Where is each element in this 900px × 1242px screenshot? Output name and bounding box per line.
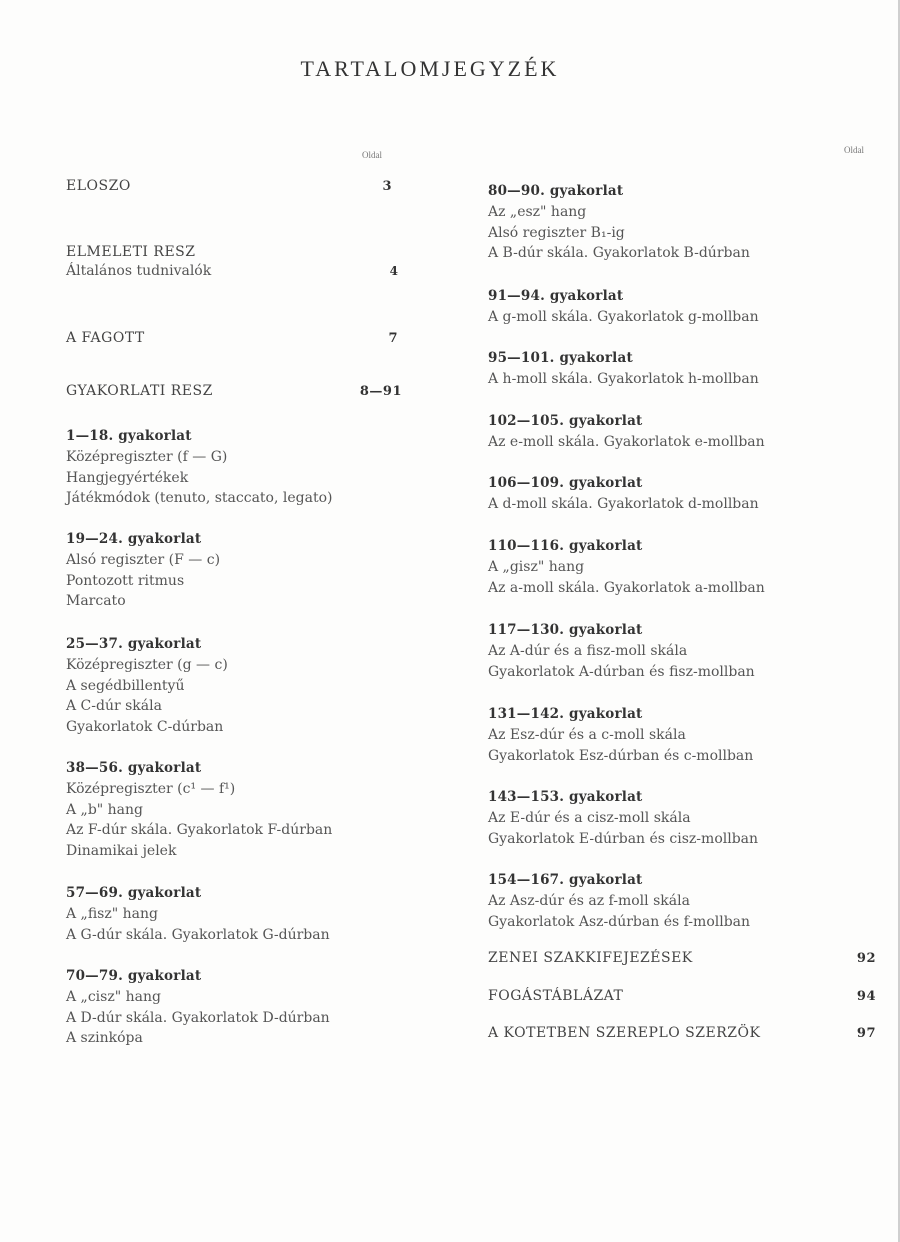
group-line: A segédbillentyű xyxy=(66,677,185,694)
group-line: Dinamikai jelek xyxy=(66,842,177,859)
group-heading: 102—105. gyakorlat xyxy=(488,413,643,429)
group-line: A „fisz" hang xyxy=(66,906,158,922)
group-heading: 106—109. gyakorlat xyxy=(488,475,643,491)
group-line: A „b" hang xyxy=(66,801,144,818)
group-heading: 110—116. gyakorlat xyxy=(488,538,643,554)
toc-entry-szerzok xyxy=(488,1025,876,1041)
group-line: Alsó regiszter (F — c) xyxy=(66,552,221,568)
toc-entry-label: Általános tudnivalók xyxy=(66,263,212,279)
page-title: TARTALOMJEGYZÉK xyxy=(300,56,560,81)
toc-group xyxy=(66,758,402,861)
toc-entry-altalanos xyxy=(66,263,402,279)
group-heading: 80—90. gyakorlat xyxy=(488,183,624,199)
group-line: A „gisz" hang xyxy=(488,559,585,575)
group-line: Gyakorlatok C-dúrban xyxy=(66,718,224,735)
toc-group xyxy=(488,181,876,264)
toc-entry-gyakorlati xyxy=(66,383,402,399)
toc-entry-label: ELMELETI RESZ xyxy=(66,244,196,260)
group-line: Az F-dúr skála. Gyakorlatok F-dúrban xyxy=(66,822,333,838)
toc-entry-page: 97 xyxy=(856,1026,876,1041)
toc-entry-eloszo xyxy=(66,178,402,194)
group-line: A G-dúr skála. Gyakorlatok G-dúrban xyxy=(66,926,330,943)
group-heading: 143—153. gyakorlat xyxy=(488,789,643,805)
toc-group xyxy=(488,473,876,515)
toc-entry-label: ELOSZO xyxy=(66,178,131,194)
group-line: Pontozott ritmus xyxy=(66,572,185,589)
group-heading: 19—24. gyakorlat xyxy=(66,531,202,547)
group-line: A szinkópa xyxy=(66,1030,143,1046)
group-line: Gyakorlatok Esz-dúrban és c-mollban xyxy=(488,747,754,764)
toc-group xyxy=(488,620,876,682)
toc-group xyxy=(66,529,402,612)
group-line: A g-moll skála. Gyakorlatok g-mollban xyxy=(488,309,759,325)
group-line: Hangjegyértékek xyxy=(66,469,189,486)
group-heading: 95—101. gyakorlat xyxy=(488,350,633,366)
toc-group xyxy=(488,348,876,390)
toc-group xyxy=(488,704,876,766)
group-line: Az A-dúr és a fisz-moll skála xyxy=(488,643,688,659)
group-line: A d-moll skála. Gyakorlatok d-mollban xyxy=(488,496,759,512)
group-line: Gyakorlatok Asz-dúrban és f-mollban xyxy=(488,913,751,930)
group-line: A h-moll skála. Gyakorlatok h-mollban xyxy=(488,371,759,387)
toc-group xyxy=(488,411,876,453)
group-line: A „cisz" hang xyxy=(66,989,161,1005)
group-line: Játékmódok (tenuto, staccato, legato) xyxy=(66,490,333,506)
group-heading: 117—130. gyakorlat xyxy=(488,622,643,638)
toc-entry-fagott xyxy=(66,330,402,346)
group-heading: 91—94. gyakorlat xyxy=(488,288,624,304)
toc-entry-page: 94 xyxy=(856,989,876,1004)
group-heading: 57—69. gyakorlat xyxy=(66,885,202,901)
group-line: A B-dúr skála. Gyakorlatok B-dúrban xyxy=(488,245,750,261)
group-line: Az e-moll skála. Gyakorlatok e-mollban xyxy=(488,434,765,450)
toc-group xyxy=(488,286,876,328)
group-line: Középregiszter (g — c) xyxy=(66,657,228,673)
toc-entry-page: 92 xyxy=(856,951,876,966)
toc-group xyxy=(66,966,402,1049)
toc-group xyxy=(488,536,876,598)
toc-entry-fogas xyxy=(488,988,876,1004)
group-heading: 1—18. gyakorlat xyxy=(66,428,192,444)
group-line: Az E-dúr és a cisz-moll skála xyxy=(488,810,691,826)
page-column-label-right: Oldal xyxy=(844,145,864,155)
toc-group xyxy=(66,634,402,737)
group-heading: 70—79. gyakorlat xyxy=(66,968,202,984)
group-heading: 131—142. gyakorlat xyxy=(488,706,643,722)
toc-entry-page: 7 xyxy=(388,331,398,346)
group-line: Marcato xyxy=(66,593,126,609)
toc-entry-label: FOGÁSTÁBLÁZAT xyxy=(488,988,624,1004)
group-line: Az „esz" hang xyxy=(488,204,587,220)
group-line: A C-dúr skála xyxy=(66,698,162,714)
toc-group xyxy=(66,426,402,509)
group-line: Az Asz-dúr és az f-moll skála xyxy=(488,893,690,909)
group-line: Középregiszter (f — G) xyxy=(66,449,228,465)
toc-entry-label: A FAGOTT xyxy=(66,330,145,346)
toc-entry-zenei xyxy=(488,950,876,966)
group-line: A D-dúr skála. Gyakorlatok D-dúrban xyxy=(66,1009,330,1026)
group-heading: 38—56. gyakorlat xyxy=(66,760,202,776)
group-line: Alsó regiszter B₁-ig xyxy=(488,224,625,241)
toc-group xyxy=(488,787,876,849)
toc-group xyxy=(66,883,402,945)
group-line: Középregiszter (c¹ — f¹) xyxy=(66,781,236,797)
toc-entry-label: A KOTETBEN SZEREPLO SZERZÖK xyxy=(488,1025,761,1041)
group-line: Az a-moll skála. Gyakorlatok a-mollban xyxy=(488,579,765,596)
toc-entry-page: 8—91 xyxy=(359,384,402,399)
toc-group xyxy=(488,870,876,932)
group-line: Az Esz-dúr és a c-moll skála xyxy=(488,727,686,743)
toc-entry-elmeleti xyxy=(66,244,402,260)
toc-entry-label: GYAKORLATI RESZ xyxy=(66,383,213,399)
group-line: Gyakorlatok A-dúrban és fisz-mollban xyxy=(488,663,755,680)
page-column-label-left: Oldal xyxy=(362,150,382,160)
toc-entry-label: ZENEI SZAKKIFEJEZÉSEK xyxy=(488,950,693,966)
group-heading: 154—167. gyakorlat xyxy=(488,872,643,888)
toc-entry-page: 4 xyxy=(389,264,398,278)
toc-entry-page: 3 xyxy=(382,179,392,194)
group-line: Gyakorlatok E-dúrban és cisz-mollban xyxy=(488,830,759,847)
group-heading: 25—37. gyakorlat xyxy=(66,636,202,652)
